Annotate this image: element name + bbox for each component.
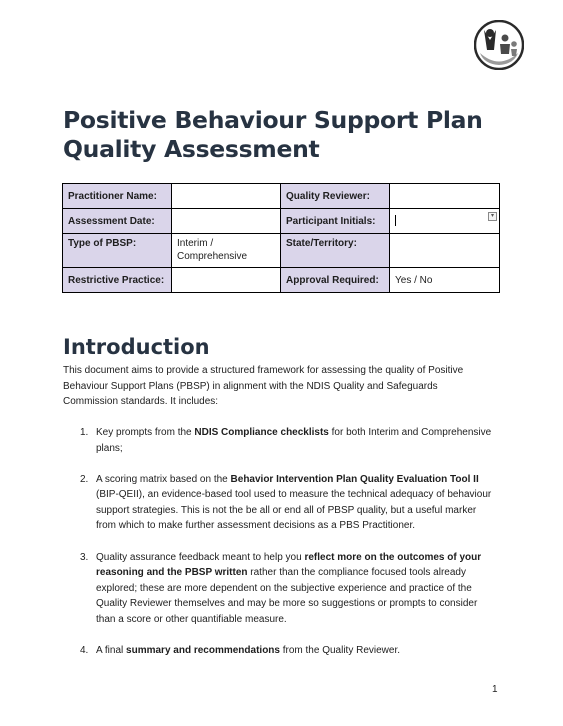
state-territory-field[interactable] <box>390 234 500 268</box>
restrictive-practice-field[interactable] <box>172 268 281 293</box>
title-line-2: Quality Assessment <box>63 135 320 163</box>
list-item <box>63 643 498 659</box>
assessment-date-field[interactable] <box>172 209 281 234</box>
list-item-text-pre: A final <box>96 645 127 657</box>
text-cursor <box>395 215 396 226</box>
list-item-text-pre: Quality assurance feedback meant to help you <box>96 551 305 563</box>
list-item-number: 2. <box>80 473 89 485</box>
table-row <box>63 184 500 209</box>
quality-reviewer-field[interactable] <box>390 184 500 209</box>
assessment-date-label: Assessment Date: <box>63 209 172 234</box>
list-item-text-post: from the Quality Reviewer. <box>279 645 401 657</box>
participant-initials-field[interactable] <box>390 209 500 234</box>
introduction-paragraph: This document aims to provide a structured framework for assessing the quality of Positive Behaviour Support Plans (PBSP) in alignment with the NDIS Quality and Safeguards Commission standards. It includes: <box>63 365 464 408</box>
logo-icon <box>474 20 524 70</box>
list-item-text-pre: A scoring matrix based on the <box>96 473 231 485</box>
introduction-heading: Introduction <box>63 335 210 359</box>
list-item-text-bold: Behavior Intervention Plan Quality Evaluation Tool II <box>230 473 479 485</box>
type-option-interim: Interim / <box>177 238 214 249</box>
list-item-text-post: for both Interim and Comprehensive plans; <box>96 427 492 454</box>
includes-list <box>63 425 498 674</box>
list-item <box>63 550 498 628</box>
title-line-1: Positive Behaviour Support Plan <box>63 106 483 134</box>
assessment-info-table <box>62 183 500 293</box>
list-item <box>63 472 498 534</box>
practitioner-name-field[interactable] <box>172 184 281 209</box>
practitioner-name-label: Practitioner Name: <box>63 184 172 209</box>
quality-reviewer-label: Quality Reviewer: <box>281 184 390 209</box>
dropdown-arrow-icon[interactable]: ▾ <box>488 212 497 221</box>
state-territory-label: State/Territory: <box>281 234 390 268</box>
list-item-text-pre: Key prompts from the <box>96 427 195 438</box>
list-item-text-bold: reflect more on the outcomes of your reasoning and the PBSP written <box>96 551 482 579</box>
page-number: 1 <box>492 684 498 695</box>
list-item-number: 3. <box>80 551 89 563</box>
list-item-text-bold: summary and recommendations <box>126 645 280 657</box>
list-item-number: 1. <box>80 427 89 438</box>
list-item-text-post: rather than the compliance focused tools already explored; these are more dependent on the subjective experience and practice of the Quality Reviewer themselves and may be more so suggestions or prompts to consider than a score or other quantifiable measure. <box>96 567 478 625</box>
table-row <box>63 268 500 293</box>
type-option-comprehensive: Comprehensive <box>177 251 248 262</box>
page-title <box>63 106 483 164</box>
table-row <box>63 234 500 268</box>
table-row <box>63 209 500 234</box>
type-of-pbsp-field[interactable] <box>172 234 281 268</box>
list-item-text-post: (BIP-QEII), an evidence-based tool used to measure the technical adequacy of behaviour support strategies. This is not the be all or end all of PBSP quality, but a useful marker from which to make further assessment decisions as a PBS Practitioner. <box>96 489 492 532</box>
restrictive-practice-label: Restrictive Practice: <box>63 268 172 293</box>
list-item-text-bold: NDIS Compliance checklists <box>194 427 329 438</box>
type-of-pbsp-label: Type of PBSP: <box>63 234 172 268</box>
approval-required-field[interactable]: Yes / No <box>390 268 500 293</box>
list-item-number: 4. <box>80 645 89 657</box>
list-item <box>63 425 498 456</box>
participant-initials-label: Participant Initials: <box>281 209 390 234</box>
approval-required-label: Approval Required: <box>281 268 390 293</box>
